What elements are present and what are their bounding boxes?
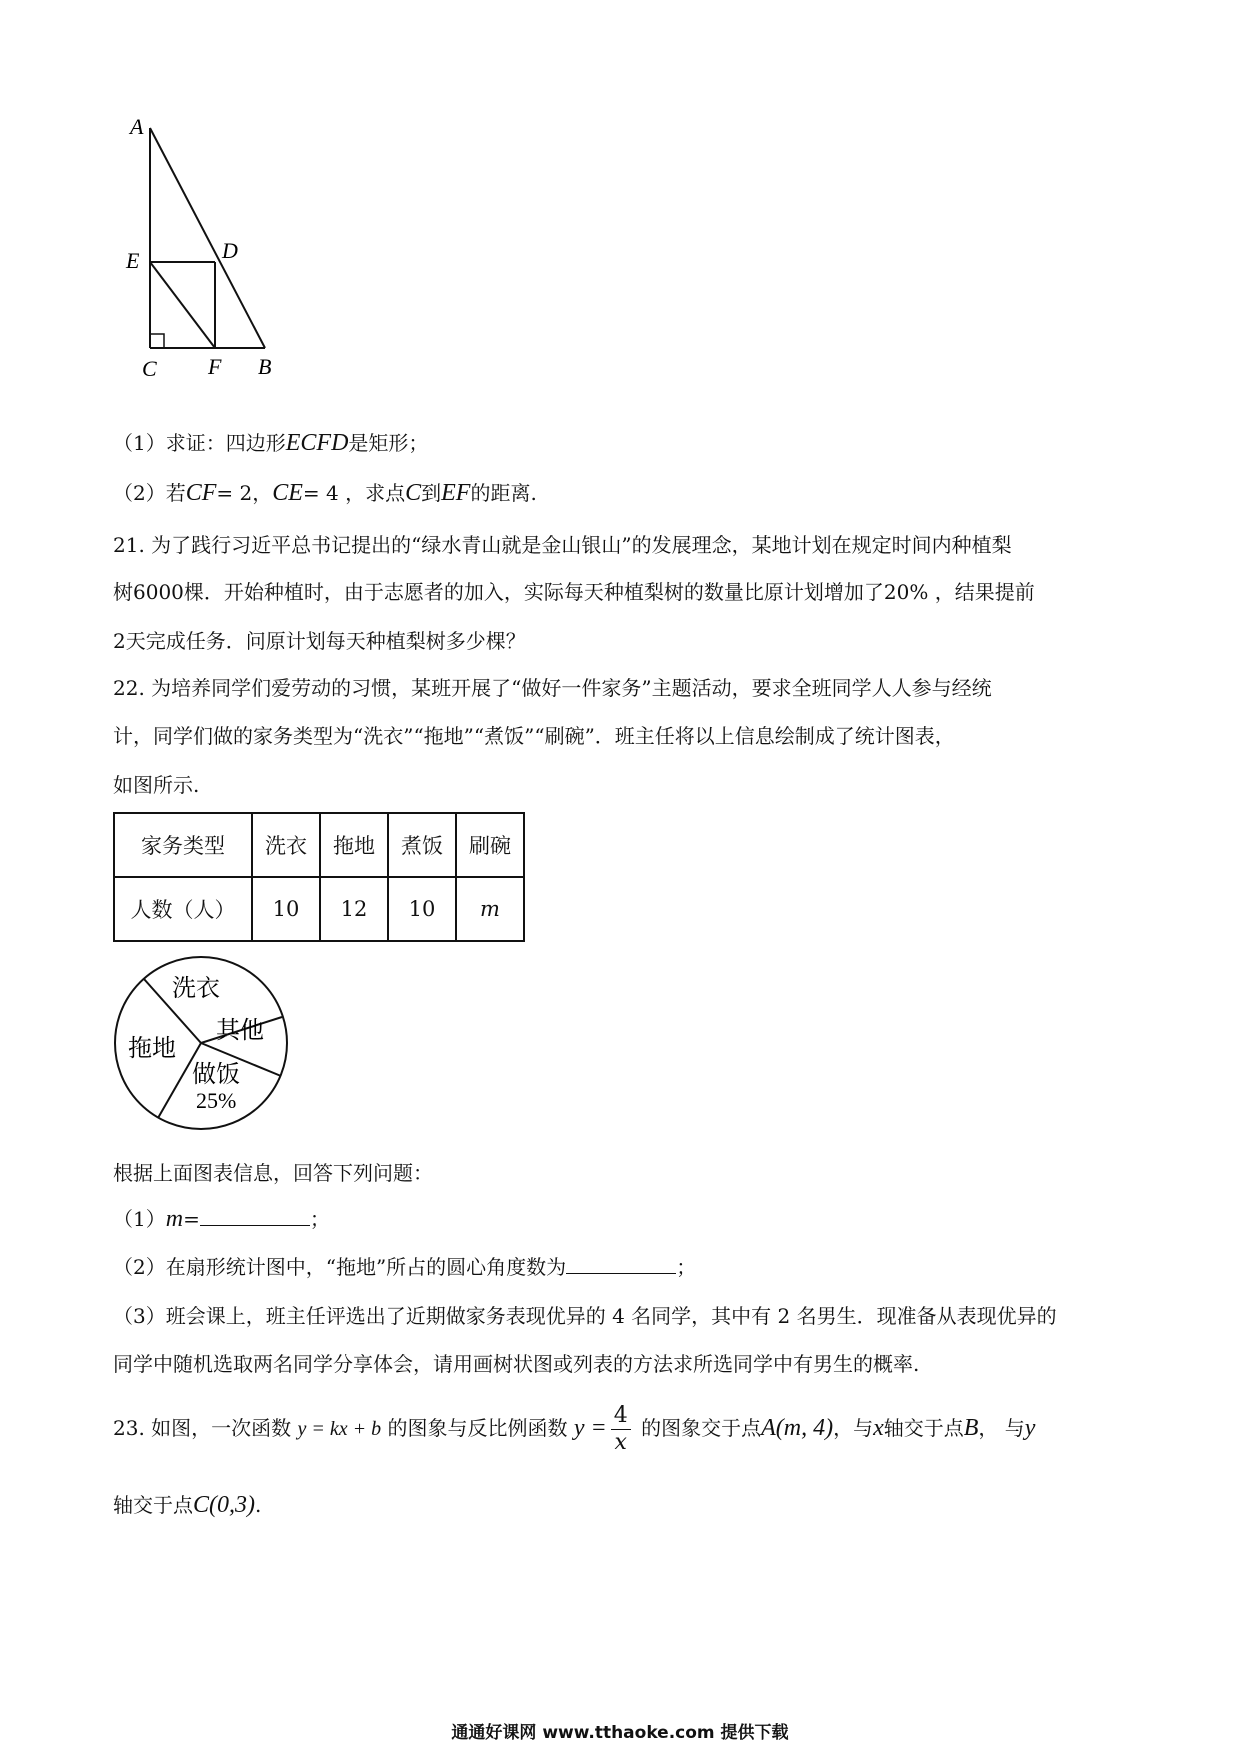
q22-part1: [113, 1204, 330, 1234]
table-cell: 12: [320, 877, 388, 941]
q23-text-e: 轴交于点: [883, 1416, 964, 1440]
q22-part1-end: ；: [309, 1207, 330, 1231]
pie-label-wash: 洗衣: [172, 976, 220, 1002]
q20-part2-text-c: = 4 ，求点: [302, 481, 406, 505]
pie-label-mop: 拖地: [128, 1036, 176, 1062]
table-cell: 煮饭: [388, 813, 456, 877]
q20-part1-end: 是矩形；: [348, 431, 429, 455]
var-cf: CF: [185, 480, 217, 506]
q23-eq-linear: y = kx + b: [297, 1418, 382, 1440]
q22-part1-eq: =: [183, 1207, 200, 1231]
q21-line1: 21. 为了践行习近平总书记提出的“绿水青山就是金山银山”的发展理念，某地计划在规定时间内种植梨: [113, 533, 1012, 557]
right-angle-mark: [150, 334, 164, 348]
pie-label-percent: 25%: [196, 1088, 237, 1113]
var-ef: EF: [441, 480, 471, 506]
var-m: m: [165, 1206, 184, 1232]
q23-text-b: 的图象与反比例函数: [387, 1416, 568, 1440]
table-row: [114, 813, 524, 877]
q23-text-a: 23. 如图，一次函数: [113, 1416, 292, 1440]
point-c: C(0,3): [193, 1492, 255, 1518]
footer-source: 通通好课网 www.tthaoke.com 提供下载: [451, 1723, 789, 1743]
q23-eq-lhs: y =: [573, 1415, 607, 1441]
var-ecfd: ECFD: [285, 430, 349, 456]
q22-part1-prefix: （1）: [113, 1207, 166, 1231]
point-a: A(m, 4): [761, 1415, 834, 1441]
q23-text-c: 的图象交于点: [641, 1416, 762, 1440]
segment-EF: [150, 262, 215, 348]
housework-table: [113, 812, 525, 942]
var-c: C: [405, 480, 422, 506]
table-cell: 刷碗: [456, 813, 524, 877]
table-cell: 拖地: [320, 813, 388, 877]
label-F: F: [208, 354, 222, 379]
q22-intro: 根据上面图表信息，回答下列问题：: [113, 1161, 433, 1185]
table-cell: 10: [388, 877, 456, 941]
q21-line2: 树6000棵．开始种植时，由于志愿者的加入，实际每天种植梨树的数量比原计划增加了20% ，结果提前: [113, 580, 1035, 604]
table-cell: 洗衣: [252, 813, 320, 877]
q23-text-f: ， 与: [978, 1416, 1025, 1440]
q22-part3-line2: 同学中随机选取两名同学分享体会，请用画树状图或列表的方法求所选同学中有男生的概率.: [113, 1352, 920, 1376]
point-b: B: [963, 1415, 979, 1441]
q20-part2: [113, 478, 537, 508]
table-cell: 人数（人）: [114, 877, 252, 941]
q20-part2-text-e: 的距离.: [470, 481, 537, 505]
q20-part2-text-b: = 2，: [216, 481, 273, 505]
pie-chart: [108, 950, 298, 1140]
q22-line1: 22. 为培养同学们爱劳动的习惯，某班开展了“做好一件家务”主题活动，要求全班同学人人参与经统: [113, 676, 992, 700]
table-cell: 10: [252, 877, 320, 941]
segment-AB: [150, 128, 265, 348]
answer-blank[interactable]: [200, 1207, 310, 1226]
table-row: [114, 877, 524, 941]
var-x: x: [873, 1415, 884, 1441]
q22-part2-text: （2）在扇形统计图中，“拖地”所占的圆心角度数为: [113, 1255, 567, 1279]
answer-blank[interactable]: [566, 1255, 676, 1274]
q23-line2-text: 轴交于点: [113, 1493, 193, 1517]
fraction-numerator: 4: [611, 1403, 631, 1430]
label-D: D: [222, 238, 238, 263]
q22-part3-line1: （3）班会课上，班主任评选出了近期做家务表现优异的 4 名同学，其中有 2 名男生．现准备从表现优异的: [113, 1304, 1057, 1328]
table-cell: m: [456, 877, 524, 941]
pie-label-cook: 做饭: [192, 1062, 240, 1088]
q23-line2: [113, 1490, 261, 1520]
label-C: C: [142, 356, 157, 381]
triangle-figure: [120, 110, 300, 390]
label-E: E: [126, 248, 140, 273]
q22-line3: 如图所示.: [113, 773, 200, 797]
pie-label-other: 其他: [216, 1018, 264, 1044]
q23-line1: [113, 1400, 1035, 1457]
table-cell: 家务类型: [114, 813, 252, 877]
q21-line3: 2天完成任务．问原计划每天种植梨树多少棵？: [113, 629, 526, 653]
q22-part2: [113, 1252, 696, 1282]
q20-part1-text: （1）求证：四边形: [113, 431, 286, 455]
label-A: A: [130, 114, 144, 139]
q23-line2-end: .: [255, 1493, 262, 1517]
var-y: y: [1024, 1415, 1036, 1441]
q23-text-d: ，与: [833, 1416, 874, 1440]
q22-part2-end: ；: [676, 1255, 697, 1279]
q20-part1: [113, 428, 428, 458]
q20-part2-text-d: 到: [421, 481, 442, 505]
var-ce: CE: [272, 480, 303, 506]
q23-fraction: [611, 1403, 631, 1456]
fraction-denominator: x: [614, 1430, 627, 1455]
q22-line2: 计，同学们做的家务类型为“洗衣”“拖地”“煮饭”“刷碗”．班主任将以上信息绘制成了统计图表，: [113, 724, 955, 748]
label-B: B: [258, 354, 272, 379]
q20-part2-text-a: （2）若: [113, 481, 186, 505]
